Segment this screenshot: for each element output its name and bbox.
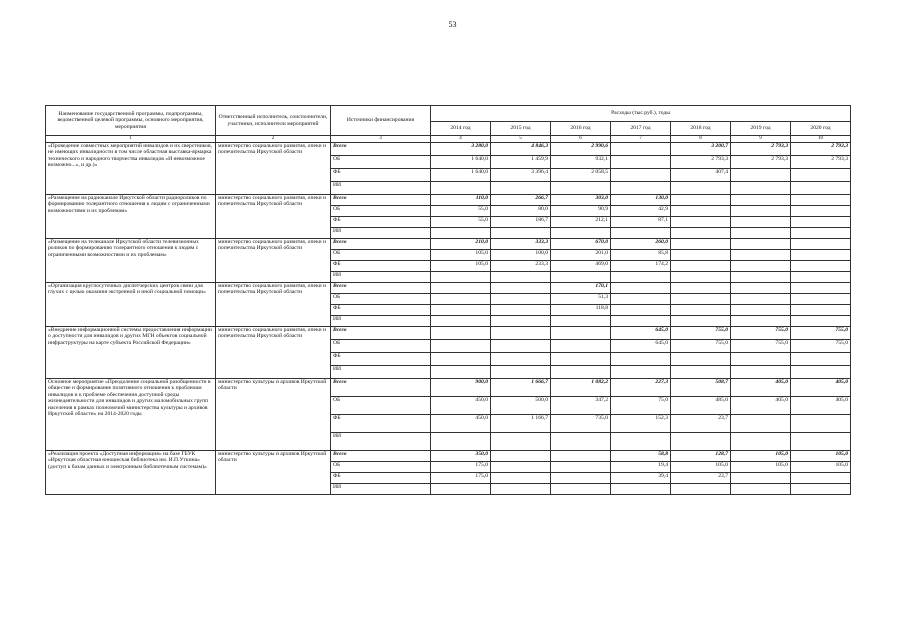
expense-value (671, 195, 731, 206)
expense-value: 755,0 (731, 327, 791, 340)
expense-value (491, 433, 551, 451)
funding-source: ФБ (331, 261, 431, 272)
expense-value: 2 990,6 (551, 143, 611, 156)
expense-value (431, 294, 491, 305)
expense-value (491, 327, 551, 340)
expense-value: 469,0 (551, 261, 611, 272)
expense-value (431, 283, 491, 294)
expense-value (731, 415, 791, 433)
expense-value (491, 451, 551, 462)
funding-source: Всего (331, 451, 431, 462)
expense-value (791, 316, 851, 327)
header-year: 2019 год (731, 122, 791, 136)
expense-value (431, 353, 491, 366)
expense-value: 350,0 (431, 451, 491, 462)
expense-value (551, 272, 611, 283)
expense-value (611, 182, 671, 195)
funding-source: Всего (331, 327, 431, 340)
expense-value (611, 156, 671, 169)
funding-source: ОБ (331, 206, 431, 217)
expense-value (551, 340, 611, 353)
table-row (46, 283, 851, 294)
expense-value: 175,0 (431, 462, 491, 473)
expense-value (671, 250, 731, 261)
expense-value (671, 366, 731, 379)
expense-value: 900,0 (431, 379, 491, 397)
expense-value (431, 272, 491, 283)
expense-value (791, 283, 851, 294)
expense-value (791, 272, 851, 283)
expense-value (731, 305, 791, 316)
expense-value: 405,0 (731, 379, 791, 397)
expense-value (671, 206, 731, 217)
activity-name: «Реализация проекта «Доступная информация» на базе ГБУК «Иркутская областная юношеская библиотека им. И.П.Уткина» (доступ к базам данных и электронным библиотечным системам)» (46, 451, 216, 495)
expense-value (791, 182, 851, 195)
expense-value (491, 316, 551, 327)
responsible-executor: министерство социального развития, опеки и попечительства Иркутской области (216, 283, 331, 327)
expense-value (731, 182, 791, 195)
expense-value (791, 217, 851, 228)
header-year: 2016 год (551, 122, 611, 136)
expense-value: 755,0 (731, 340, 791, 353)
column-index: 3 (331, 136, 431, 143)
header-responsible: Ответственный исполнитель, соисполнители, участники, исполнители мероприятий (216, 106, 331, 136)
expense-value: 1 459,9 (491, 156, 551, 169)
expense-value (731, 239, 791, 250)
expense-value (671, 182, 731, 195)
expense-value (491, 272, 551, 283)
activity-name: «Внедрение информационной системы предоставления информации о доступности для инвалидов и других МГН объектов социальной инфраструктуры на карте субъекта Российской Федерации» (46, 327, 216, 379)
expense-value: 755,0 (671, 327, 731, 340)
expense-value (491, 340, 551, 353)
expense-value (611, 433, 671, 451)
expense-value: 23,7 (671, 415, 731, 433)
expense-value: 670,0 (551, 239, 611, 250)
funding-source: ОБ (331, 397, 431, 415)
expense-value: 2 793,3 (791, 156, 851, 169)
expense-value (491, 228, 551, 239)
expense-value (731, 195, 791, 206)
expense-value: 645,0 (611, 327, 671, 340)
expense-value: 347,2 (551, 397, 611, 415)
table-row (46, 239, 851, 250)
table-header (46, 106, 851, 143)
funding-source: Всего (331, 283, 431, 294)
expense-value (731, 272, 791, 283)
expense-value (551, 473, 611, 484)
funding-source: ОБ (331, 340, 431, 353)
header-expenses: Расходы (тыс.руб.), годы (431, 106, 851, 122)
header-year: 2017 год (611, 122, 671, 136)
expense-value (611, 283, 671, 294)
expense-value (791, 473, 851, 484)
expense-value: 100,0 (491, 250, 551, 261)
expense-value: 85,8 (611, 250, 671, 261)
column-index: 1 (46, 136, 216, 143)
expense-value (431, 316, 491, 327)
column-index: 7 (611, 136, 671, 143)
expense-value (611, 353, 671, 366)
funding-source: Всего (331, 143, 431, 156)
expense-value: 3 200,7 (671, 143, 731, 156)
responsible-executor: министерство социального развития, опеки и попечительства Иркутской области (216, 143, 331, 195)
expense-value (431, 182, 491, 195)
funding-source: ИИ (331, 182, 431, 195)
expense-value (731, 228, 791, 239)
header-year: 2014 год (431, 122, 491, 136)
expense-value: 645,0 (611, 340, 671, 353)
expense-value (731, 250, 791, 261)
expense-value (431, 340, 491, 353)
expense-value: 2 793,3 (731, 156, 791, 169)
responsible-executor: министерство культуры и архивов Иркутской области (216, 451, 331, 495)
expense-value (551, 484, 611, 495)
expense-value: 260,0 (611, 239, 671, 250)
expense-value (491, 353, 551, 366)
expense-value: 1 166,7 (491, 415, 551, 433)
expense-value: 2 793,3 (671, 156, 731, 169)
expense-value (791, 305, 851, 316)
expense-value (671, 239, 731, 250)
funding-source: ИИ (331, 316, 431, 327)
funding-source: ИИ (331, 433, 431, 451)
activity-name: «Размещение на телеканале Иркутской области телевизионных роликов по формированию толерантного отношения к людям с ограниченными возможностями и их проблемам» (46, 239, 216, 283)
expense-value (671, 305, 731, 316)
expense-value (791, 415, 851, 433)
expense-value (731, 283, 791, 294)
expense-value (491, 294, 551, 305)
expense-value (671, 217, 731, 228)
expense-value: 105,0 (431, 261, 491, 272)
expense-value: 405,0 (791, 379, 851, 397)
expense-value (611, 228, 671, 239)
expense-value (791, 433, 851, 451)
expense-value (791, 195, 851, 206)
expense-value: 3 280,0 (431, 143, 491, 156)
expense-value: 450,0 (431, 397, 491, 415)
expense-value: 128,7 (671, 451, 731, 462)
header-year: 2020 год (791, 122, 851, 136)
expense-value: 51,3 (551, 294, 611, 305)
expense-value: 90,9 (551, 206, 611, 217)
expense-value (431, 484, 491, 495)
expense-value: 450,0 (431, 415, 491, 433)
activity-name: Основное мероприятие «Преодоление социальной разобщенности в обществе и формирование позитивного отношения к проблемам инвалидов и к проблеме обеспечения доступной среды жизнедеятельности для инвалидов и других маломобильных групп населения в рамках полномочий министерства культуры и архивов Иркутской области» на 2014-2020 годы (46, 379, 216, 451)
expense-value (671, 294, 731, 305)
expense-value (791, 261, 851, 272)
expenditure-table (45, 105, 851, 495)
expense-value: 55,0 (431, 217, 491, 228)
expense-value (611, 294, 671, 305)
expense-value: 174,2 (611, 261, 671, 272)
expense-value: 175,0 (431, 473, 491, 484)
expense-value: 3 396,4 (491, 169, 551, 182)
expense-value (431, 228, 491, 239)
expense-value (491, 473, 551, 484)
expense-value (671, 283, 731, 294)
responsible-executor: министерство социального развития, опеки и попечительства Иркутской области (216, 195, 331, 239)
expense-value (671, 261, 731, 272)
expense-value: 201,0 (551, 250, 611, 261)
expense-value: 80,0 (491, 206, 551, 217)
expense-value (791, 484, 851, 495)
column-index: 9 (731, 136, 791, 143)
table-row (46, 451, 851, 462)
funding-source: ФБ (331, 305, 431, 316)
expense-value: 2 793,3 (731, 143, 791, 156)
expense-value (791, 206, 851, 217)
header-source: Источники финансирования (331, 106, 431, 136)
expense-value (671, 272, 731, 283)
expense-value: 118,8 (551, 305, 611, 316)
expense-value: 19,4 (611, 462, 671, 473)
expense-value (791, 250, 851, 261)
funding-source: ИИ (331, 366, 431, 379)
expense-value (731, 366, 791, 379)
expense-value (551, 228, 611, 239)
expense-value: 405,0 (791, 397, 851, 415)
expense-value: 1 640,0 (431, 156, 491, 169)
funding-source: Всего (331, 239, 431, 250)
expense-value: 55,0 (431, 206, 491, 217)
expense-value (551, 182, 611, 195)
expense-value: 42,9 (611, 206, 671, 217)
expense-value: 105,0 (671, 462, 731, 473)
expense-value: 405,0 (731, 397, 791, 415)
expense-value: 75,0 (611, 397, 671, 415)
expense-value (551, 366, 611, 379)
expense-value (791, 169, 851, 182)
funding-source: ИИ (331, 484, 431, 495)
expense-value (731, 206, 791, 217)
funding-source: Всего (331, 195, 431, 206)
expense-value (431, 305, 491, 316)
expense-value: 212,1 (551, 217, 611, 228)
expense-value: 1 082,2 (551, 379, 611, 397)
expense-value: 105,0 (791, 451, 851, 462)
column-index: 10 (791, 136, 851, 143)
expense-value: 87,1 (611, 217, 671, 228)
expense-value (491, 462, 551, 473)
expense-value (791, 294, 851, 305)
expense-value: 227,3 (611, 379, 671, 397)
expense-value: 23,7 (671, 473, 731, 484)
page-number: 53 (448, 20, 457, 29)
expense-value: 500,0 (491, 397, 551, 415)
expense-value (731, 169, 791, 182)
expense-value (491, 182, 551, 195)
header-year: 2018 год (671, 122, 731, 136)
expense-value (551, 433, 611, 451)
expense-value (491, 484, 551, 495)
funding-source: ИИ (331, 228, 431, 239)
expense-value (551, 451, 611, 462)
expense-value (671, 228, 731, 239)
expense-value: 755,0 (791, 327, 851, 340)
expense-value (611, 366, 671, 379)
expense-value (791, 353, 851, 366)
expense-value (611, 169, 671, 182)
expense-value (791, 366, 851, 379)
expense-value (491, 283, 551, 294)
expense-value: 105,0 (431, 250, 491, 261)
expense-value: 755,0 (791, 340, 851, 353)
activity-name: «Организация круглосуточных диспетчерских центров связи для глухих с целью оказания экстренной и иной социальной помощи» (46, 283, 216, 327)
expense-value: 932,1 (551, 156, 611, 169)
expense-value: 1 640,0 (431, 169, 491, 182)
expense-value (551, 353, 611, 366)
expense-value (731, 433, 791, 451)
expense-value (491, 305, 551, 316)
expense-value (671, 353, 731, 366)
expense-value: 4 846,3 (491, 143, 551, 156)
column-index: 5 (491, 136, 551, 143)
funding-source: ФБ (331, 217, 431, 228)
expense-value: 105,0 (731, 451, 791, 462)
expense-value (731, 316, 791, 327)
expense-value (731, 473, 791, 484)
funding-source: Всего (331, 379, 431, 397)
expense-value (551, 327, 611, 340)
funding-source: ФБ (331, 169, 431, 182)
column-index: 6 (551, 136, 611, 143)
expense-value (491, 366, 551, 379)
table-row (46, 327, 851, 340)
expense-value (791, 228, 851, 239)
responsible-executor: министерство социального развития, опеки и попечительства Иркутской области (216, 239, 331, 283)
expense-value (791, 239, 851, 250)
header-year: 2015 год (491, 122, 551, 136)
expense-value: 735,0 (551, 415, 611, 433)
funding-source: ФБ (331, 415, 431, 433)
expense-value: 2 793,3 (791, 143, 851, 156)
expense-value (431, 366, 491, 379)
column-index: 2 (216, 136, 331, 143)
expense-value (611, 316, 671, 327)
funding-source: ОБ (331, 462, 431, 473)
expense-value: 186,7 (491, 217, 551, 228)
expense-value: 508,7 (671, 379, 731, 397)
expense-value: 1 666,7 (491, 379, 551, 397)
table-row (46, 143, 851, 156)
expense-value: 233,3 (491, 261, 551, 272)
expense-value (551, 462, 611, 473)
expense-value: 303,0 (551, 195, 611, 206)
column-index: 4 (431, 136, 491, 143)
expense-value: 485,0 (671, 397, 731, 415)
expense-value (431, 327, 491, 340)
table-row (46, 195, 851, 206)
funding-source: ИИ (331, 272, 431, 283)
expense-value: 170,1 (551, 283, 611, 294)
responsible-executor: министерство социального развития, опеки и попечительства Иркутской области (216, 327, 331, 379)
expense-value (731, 294, 791, 305)
expense-value (671, 484, 731, 495)
expense-value: 333,3 (491, 239, 551, 250)
responsible-executor: министерство культуры и архивов Иркутской области (216, 379, 331, 451)
expense-value (431, 433, 491, 451)
funding-source: ФБ (331, 353, 431, 366)
funding-source: ФБ (331, 473, 431, 484)
expense-value (611, 272, 671, 283)
expense-value: 130,0 (611, 195, 671, 206)
expense-value (671, 433, 731, 451)
expense-value: 152,3 (611, 415, 671, 433)
funding-source: ОБ (331, 250, 431, 261)
header-name: Наименование государственной программы, подпрограммы, ведомственной целевой программы, основного мероприятия, мероприятия (46, 106, 216, 136)
expense-value: 266,7 (491, 195, 551, 206)
expense-value (611, 484, 671, 495)
expense-value (731, 217, 791, 228)
activity-name: «Проведение совместных мероприятий инвалидов и их сверстников, не имеющих инвалидности в том числе областная выставка-ярмарка технического и народного творчества инвалидов «И невозможное возможно...», и др.)» (46, 143, 216, 195)
expense-value: 755,0 (671, 340, 731, 353)
expense-value (731, 261, 791, 272)
expense-value: 105,0 (791, 462, 851, 473)
activity-name: «Размещение на радиоканале Иркутской области радиороликов по формированию толерантного отношения к людям с ограниченными возможностями и их проблемам» (46, 195, 216, 239)
expense-value: 58,8 (611, 451, 671, 462)
expense-value (611, 305, 671, 316)
expense-value (551, 316, 611, 327)
funding-source: ОБ (331, 156, 431, 169)
column-index: 8 (671, 136, 731, 143)
expense-value (671, 316, 731, 327)
expense-value: 2 058,5 (551, 169, 611, 182)
expense-value: 210,0 (431, 239, 491, 250)
expense-value (731, 484, 791, 495)
funding-source: ОБ (331, 294, 431, 305)
expense-value: 39,4 (611, 473, 671, 484)
expense-value: 407,4 (671, 169, 731, 182)
expense-value (611, 143, 671, 156)
expense-value: 105,0 (731, 462, 791, 473)
expense-value: 110,0 (431, 195, 491, 206)
expense-value (731, 353, 791, 366)
table-row (46, 379, 851, 397)
